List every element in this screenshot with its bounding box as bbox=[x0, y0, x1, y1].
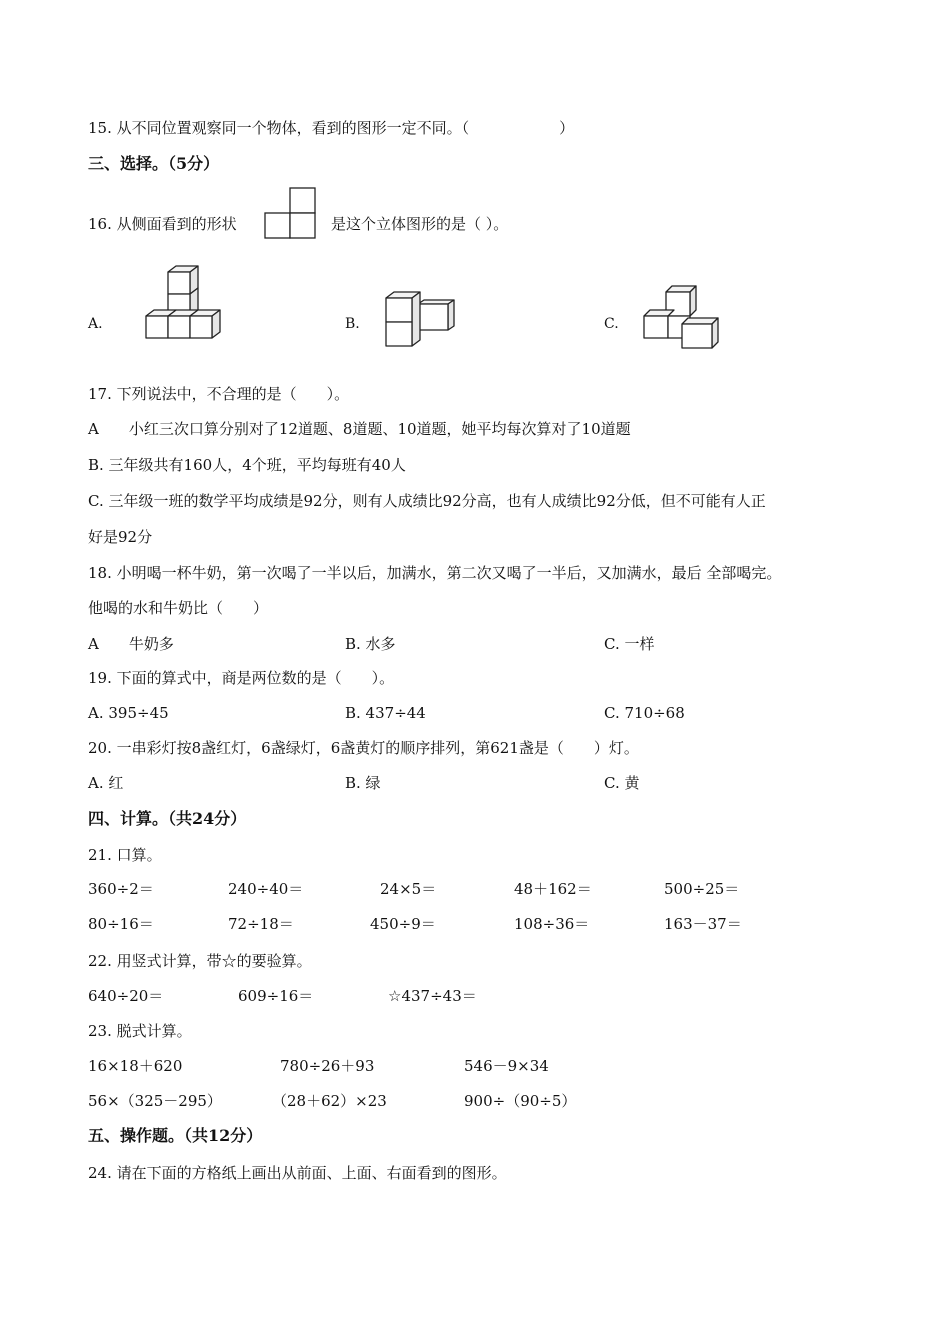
section-3-heading: 三、选择。（5分） bbox=[88, 154, 220, 173]
question-15: 15. 从不同位置观察同一个物体，看到的图形一定不同。（ ） bbox=[88, 119, 575, 137]
question-19-stem: 19. 下面的算式中，商是两位数的是（ ）。 bbox=[88, 669, 395, 687]
option-c-cube-figure[interactable] bbox=[640, 280, 730, 350]
question-18-stem: 18. 小明喝一杯牛奶，第一次喝了一半以后，加满水，第二次又喝了一半后，又加满水，最后 全部喝完。 bbox=[88, 564, 782, 582]
question-17-option-b[interactable]: B. 三年级共有160人，4个班，平均每班有40人 bbox=[88, 456, 406, 474]
oral-calc-item: 500÷25＝ bbox=[664, 880, 740, 898]
question-18-option-b[interactable]: B. 水多 bbox=[345, 635, 396, 653]
oral-calc-item: 108÷36＝ bbox=[514, 915, 590, 933]
oral-calc-item: 80÷16＝ bbox=[88, 915, 154, 933]
oral-calc-item: 48＋162＝ bbox=[514, 880, 592, 898]
side-view-figure bbox=[262, 186, 322, 242]
question-20-stem: 20. 一串彩灯按8盏红灯，6盏绿灯，6盏黄灯的顺序排列，第621盏是（ ）灯。 bbox=[88, 739, 639, 757]
question-17-option-a[interactable]: A 小红三次口算分别对了12道题、8道题、10道题，她平均每次算对了10道题 bbox=[88, 420, 631, 438]
option-a-label[interactable]: A. bbox=[88, 316, 103, 332]
question-18-stem-cont: 他喝的水和牛奶比（ ） bbox=[88, 599, 269, 617]
question-23-stem: 23. 脱式计算。 bbox=[88, 1022, 192, 1040]
question-19-option-c[interactable]: C. 710÷68 bbox=[604, 704, 685, 722]
step-calc-item: 780÷26＋93 bbox=[280, 1057, 375, 1075]
oral-calc-item: 240÷40＝ bbox=[228, 880, 304, 898]
option-b-cube-figure[interactable] bbox=[380, 288, 460, 350]
question-20-option-c[interactable]: C. 黄 bbox=[604, 774, 640, 792]
option-c-label[interactable]: C. bbox=[604, 316, 619, 332]
question-17-option-c-cont: 好是92分 bbox=[88, 528, 153, 546]
oral-calc-item: 72÷18＝ bbox=[228, 915, 294, 933]
step-calc-item: 16×18＋620 bbox=[88, 1057, 183, 1075]
question-20-option-b[interactable]: B. 绿 bbox=[345, 774, 381, 792]
oral-calc-item: 163－37＝ bbox=[664, 915, 742, 933]
vertical-calc-item-starred: ☆437÷43＝ bbox=[388, 987, 477, 1005]
question-17-stem: 17. 下列说法中，不合理的是（ ）。 bbox=[88, 385, 350, 403]
vertical-calc-item: 640÷20＝ bbox=[88, 987, 164, 1005]
oral-calc-item: 450÷9＝ bbox=[370, 915, 436, 933]
step-calc-item: 900÷（90÷5） bbox=[464, 1092, 577, 1110]
question-20-option-a[interactable]: A. 红 bbox=[88, 774, 124, 792]
option-a-cube-figure[interactable] bbox=[120, 264, 210, 350]
oral-calc-item: 24×5＝ bbox=[380, 880, 437, 898]
vertical-calc-item: 609÷16＝ bbox=[238, 987, 314, 1005]
step-calc-item: （28＋62）×23 bbox=[272, 1092, 387, 1110]
section-5-heading: 五、操作题。（共12分） bbox=[88, 1126, 263, 1145]
option-b-label[interactable]: B. bbox=[345, 316, 360, 332]
step-calc-item: 546－9×34 bbox=[464, 1057, 549, 1075]
step-calc-item: 56×（325－295） bbox=[88, 1092, 222, 1110]
question-22-stem: 22. 用竖式计算，带☆的要验算。 bbox=[88, 952, 312, 970]
question-21-stem: 21. 口算。 bbox=[88, 846, 162, 864]
question-18-option-a[interactable]: A 牛奶多 bbox=[88, 635, 174, 653]
question-24-stem: 24. 请在下面的方格纸上画出从前面、上面、右面看到的图形。 bbox=[88, 1164, 507, 1182]
question-16-stem-suffix: 是这个立体图形的是（ ）。 bbox=[331, 215, 509, 233]
question-16-stem: 16. 从侧面看到的形状 bbox=[88, 215, 237, 233]
question-18-option-c[interactable]: C. 一样 bbox=[604, 635, 655, 653]
question-19-option-b[interactable]: B. 437÷44 bbox=[345, 704, 426, 722]
question-19-option-a[interactable]: A. 395÷45 bbox=[88, 704, 169, 722]
section-4-heading: 四、计算。（共24分） bbox=[88, 809, 247, 828]
oral-calc-item: 360÷2＝ bbox=[88, 880, 154, 898]
question-17-option-c[interactable]: C. 三年级一班的数学平均成绩是92分，则有人成绩比92分高，也有人成绩比92分低，但不可能有人正 bbox=[88, 492, 766, 510]
